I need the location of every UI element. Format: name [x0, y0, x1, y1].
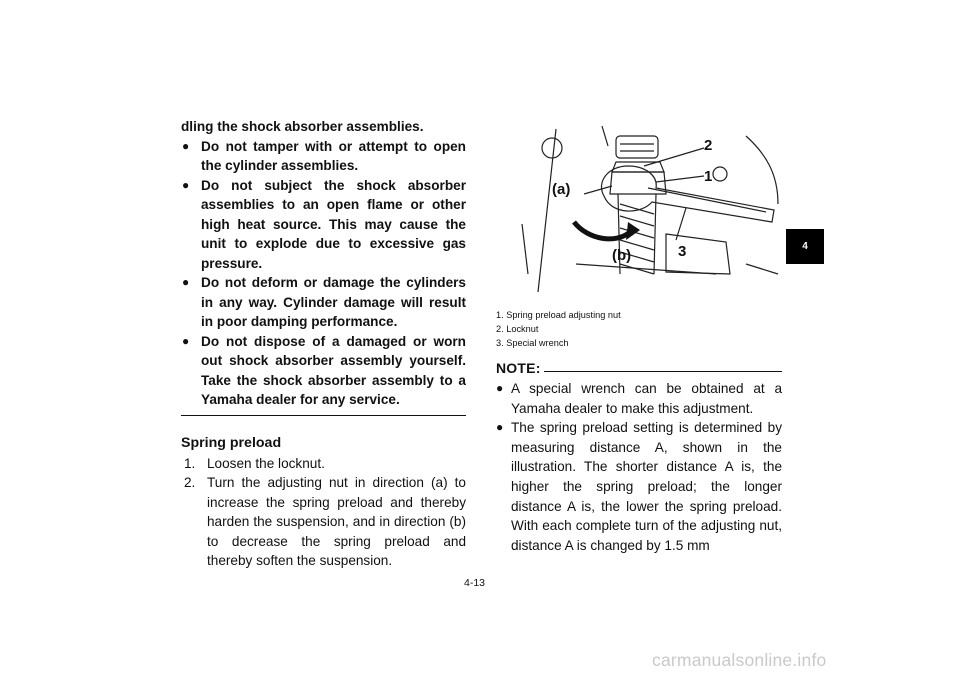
bullet-icon: ● — [496, 381, 504, 395]
lower-bar — [576, 264, 716, 274]
note-item — [496, 418, 782, 555]
caption-item — [496, 308, 782, 322]
step-text: Turn the adjusting nut in direction (a) to increase the spring preload and thereby harden the suspension, and in direction (b) to decrease the spring preload and thereby soften the suspension. — [207, 475, 466, 569]
caption-item — [496, 322, 782, 336]
mount-detail — [620, 144, 654, 151]
warning-item — [181, 273, 466, 332]
bullet-icon: ● — [182, 275, 190, 289]
note-text: The spring preload setting is determined by measuring distance A, shown in the illustration. The shorter distance A is, the higher the spring preload; the longer distance A is, the lower the spring preload. With each complete turn of the adjusting nut, distance A is changed by 1.5 mm — [511, 420, 782, 553]
warning-text: Do not deform or damage the cylinders in any way. Cylinder damage will result in poor damping performance. — [201, 275, 466, 329]
caption-number: 3. — [496, 338, 504, 348]
warning-item — [181, 137, 466, 176]
frame-line — [746, 136, 778, 204]
bullet-icon: ● — [182, 177, 190, 192]
adjusting-nut-shape — [610, 172, 666, 194]
section-title: Spring preload — [181, 434, 282, 451]
frame-line — [538, 129, 556, 292]
note-text: A special wrench can be obtained at a Yamaha dealer to make this adjustment. — [511, 381, 782, 416]
watermark-text: carmanualsonline.info — [652, 650, 827, 670]
caption-text: Special wrench — [506, 338, 569, 348]
leader-line-3 — [676, 208, 686, 240]
arrow-head — [626, 222, 640, 240]
caption-text: Spring preload adjusting nut — [506, 310, 621, 320]
callout-3: 3 — [678, 243, 687, 260]
illustration-svg — [516, 124, 782, 299]
frame-line — [522, 224, 528, 274]
page-number: 4-13 — [464, 577, 486, 589]
bolt-shape — [542, 138, 562, 158]
step-item — [181, 473, 466, 571]
shock-absorber-illustration — [516, 124, 802, 299]
callout-a: (a) — [552, 181, 571, 198]
upper-mount — [616, 136, 658, 158]
step-list — [181, 454, 466, 572]
caption-text: Locknut — [506, 324, 539, 334]
note-rule — [544, 371, 782, 372]
caption-number: 1. — [496, 310, 504, 320]
caption-number: 2. — [496, 324, 504, 334]
warning-item — [181, 332, 466, 410]
right-column — [496, 124, 782, 555]
callout-2: 2 — [704, 137, 713, 154]
step-number: 2. — [184, 475, 196, 491]
bullet-icon: ● — [182, 333, 190, 348]
frame-line — [602, 126, 608, 146]
frame-line — [746, 264, 778, 274]
step-number: 1. — [184, 455, 196, 471]
step-item — [181, 454, 466, 474]
step-text: Loosen the locknut. — [207, 455, 325, 471]
callout-b: (b) — [612, 247, 632, 264]
bolt-shape — [713, 167, 727, 181]
callout-1: 1 — [704, 168, 713, 185]
bullet-icon: ● — [496, 420, 504, 435]
lower-linkage — [666, 234, 730, 274]
warning-text: Do not subject the shock absorber assemblies to an open flame or other high heat source. This may cause the unit to explode due to excessive gas pressure. — [201, 177, 466, 271]
warning-continued-text: dling the shock absorber assemblies. — [181, 119, 424, 134]
direction-arrow — [574, 222, 630, 239]
chapter-tab[interactable]: 4 — [786, 229, 824, 264]
warning-end-rule — [181, 415, 466, 416]
warning-text: Do not tamper with or attempt to open the cylinder assemblies. — [201, 138, 466, 173]
warning-list — [181, 137, 466, 410]
wrench-edge — [648, 188, 766, 212]
note-heading — [496, 360, 782, 376]
leader-line-1 — [656, 176, 704, 182]
left-column — [181, 117, 466, 571]
bullet-icon: ● — [182, 138, 190, 153]
warning-item — [181, 176, 466, 274]
figure-captions — [496, 308, 782, 350]
caption-item — [496, 336, 782, 350]
note-list — [496, 379, 782, 555]
note-item — [496, 379, 782, 418]
warning-text: Do not dispose of a damaged or worn out shock absorber assembly yourself. Take the shock absorber assembly to a Yamaha dealer for any service. — [201, 333, 466, 407]
note-label: NOTE: — [496, 360, 541, 376]
leader-line-a — [584, 186, 612, 194]
